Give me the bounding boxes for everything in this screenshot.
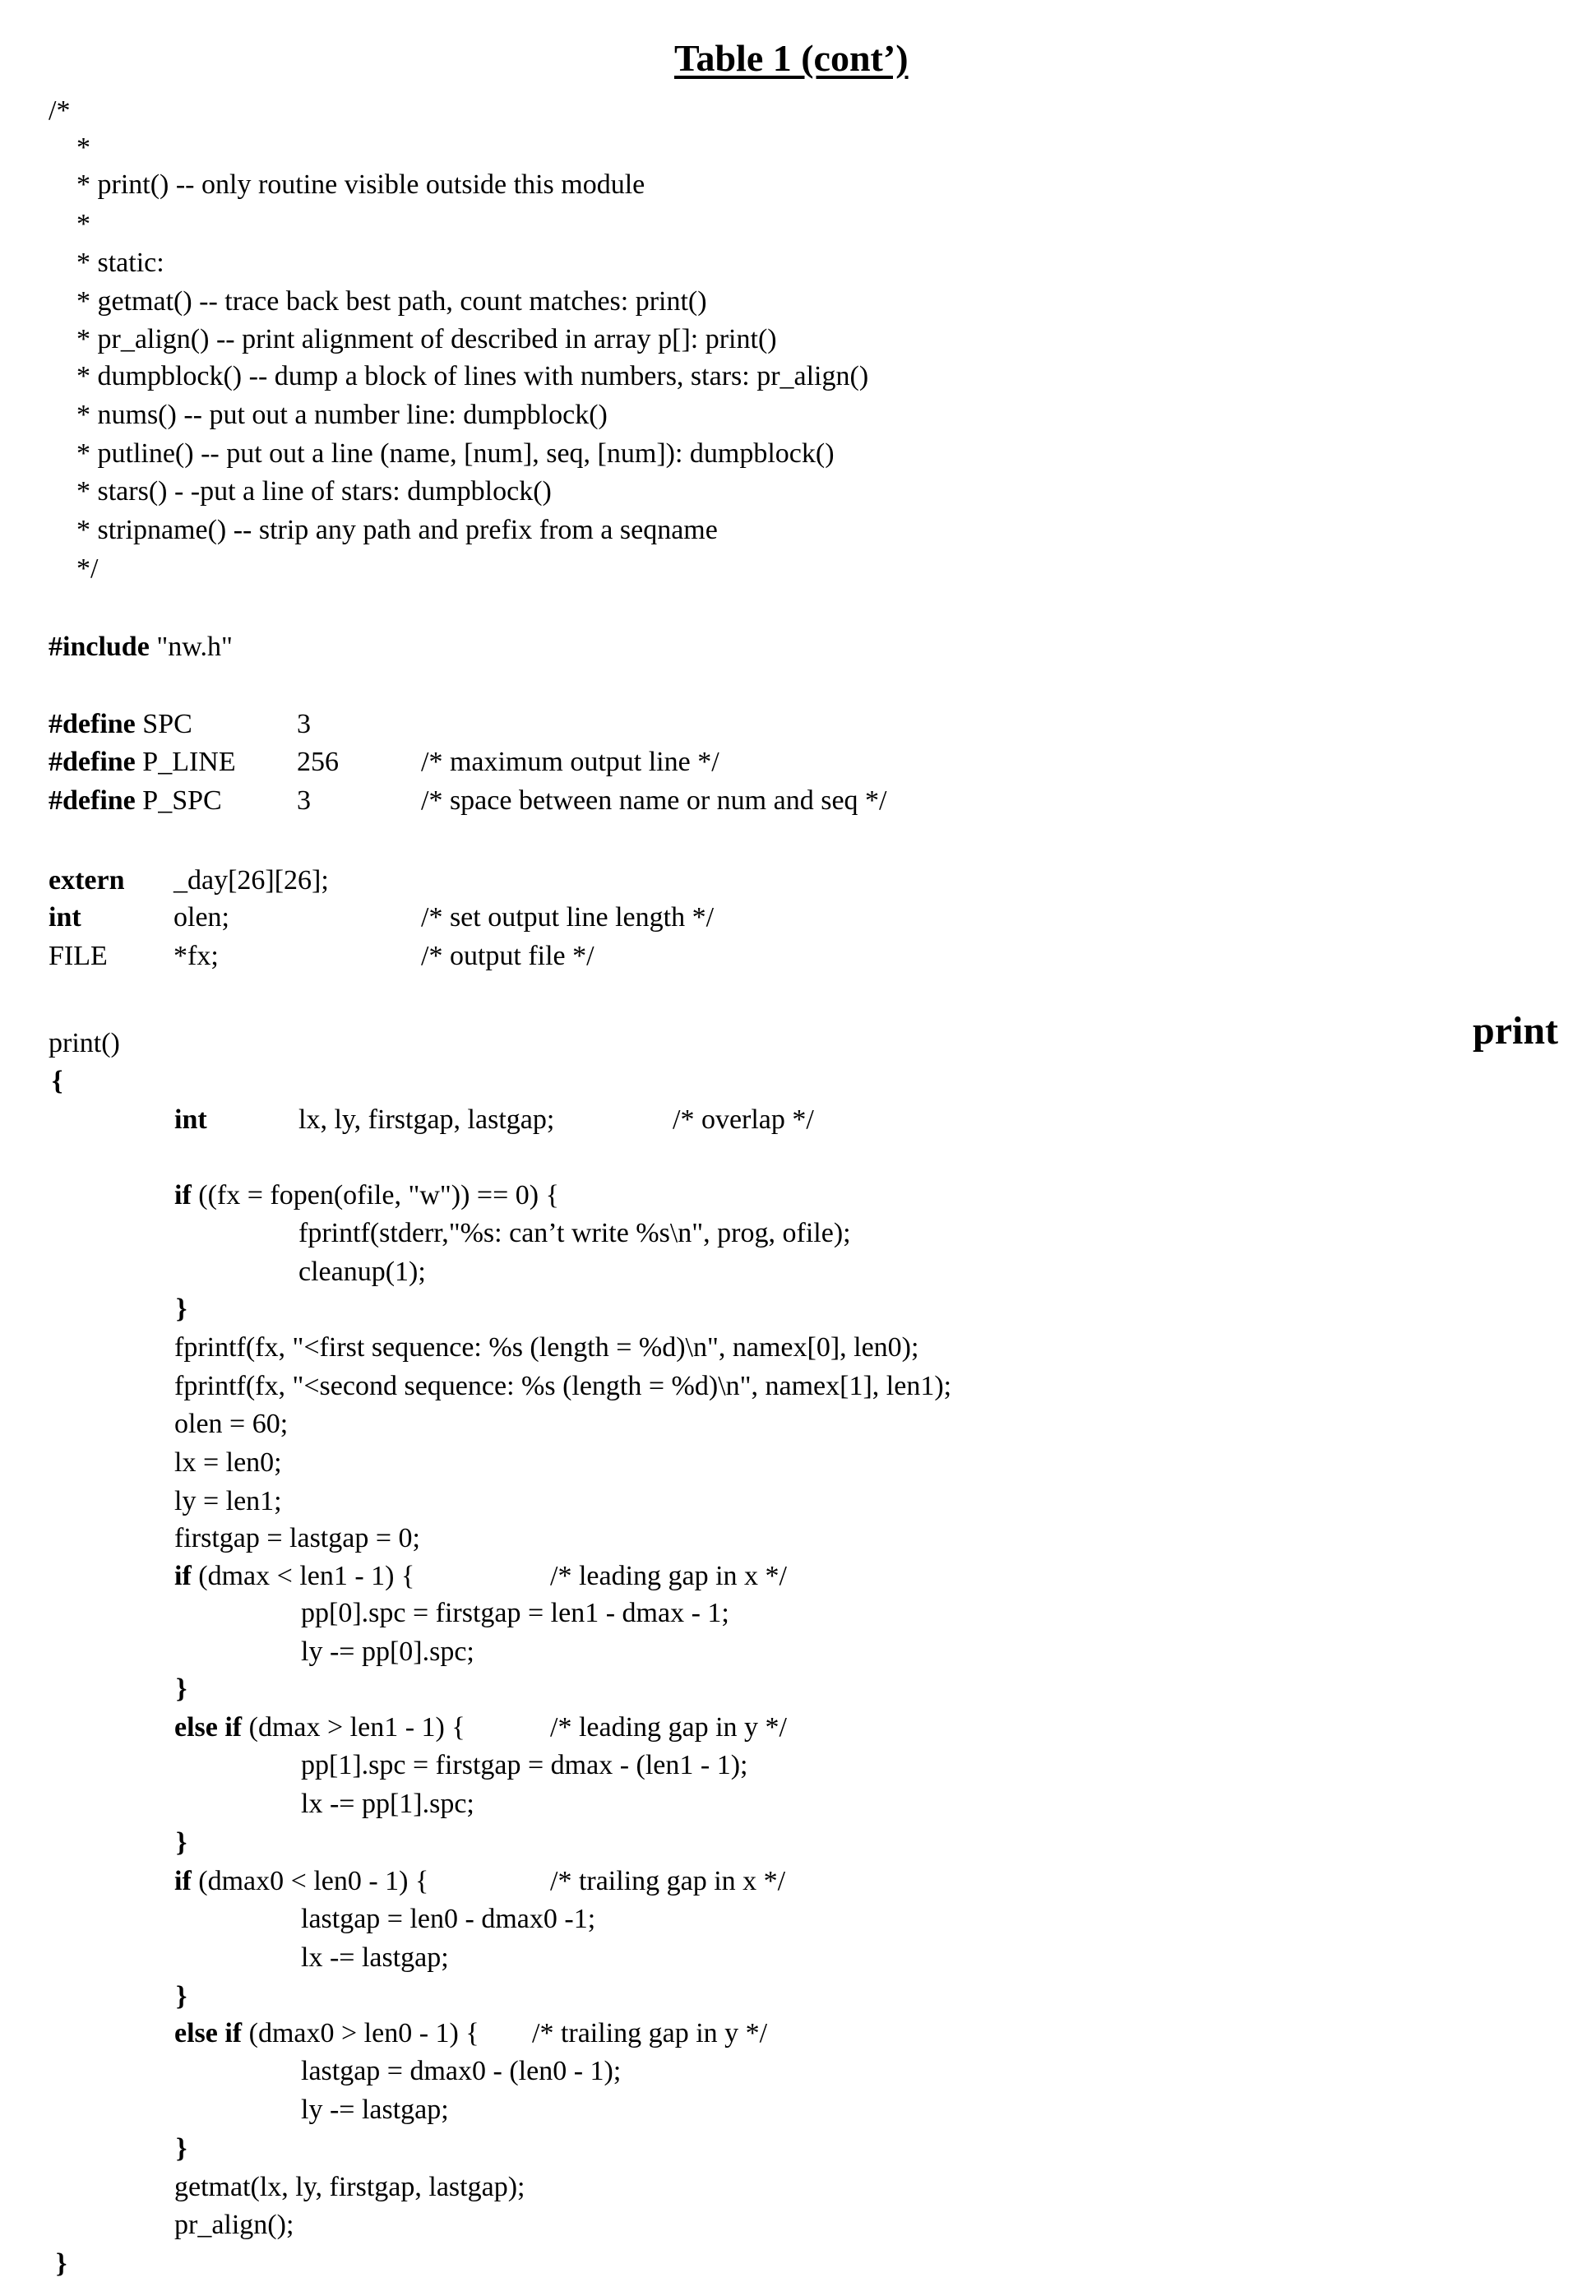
- code-text: (dmax < len1 - 1) {: [198, 1561, 414, 1591]
- code-column: [174, 1710, 465, 1745]
- code-text: P_LINE: [142, 747, 235, 777]
- code-keyword: }: [56, 2248, 67, 2279]
- code-text: SPC: [142, 709, 192, 739]
- code-keyword: int: [49, 902, 81, 933]
- code-keyword: }: [176, 1981, 187, 2011]
- code-column: [176, 1826, 187, 1860]
- code-text: (dmax0 < len0 - 1) {: [198, 1866, 428, 1896]
- code-column: [173, 900, 229, 935]
- code-column: [174, 1369, 951, 1404]
- code-text: getmat(lx, ly, firstgap, lastgap);: [174, 2172, 525, 2202]
- code-text: lastgap = len0 - dmax0 -1;: [301, 1904, 595, 1934]
- code-text: ((fx = fopen(ofile, "w")) == 0) {: [198, 1180, 559, 1210]
- code-column: [176, 2132, 187, 2166]
- code-column: [76, 207, 90, 242]
- code-column: [76, 359, 868, 394]
- code-text: fprintf(fx, "<first sequence: %s (length = %d)\n", namex[0], len0);: [174, 1332, 918, 1363]
- code-column: [76, 474, 552, 509]
- code-column: [76, 322, 777, 357]
- code-column: [174, 1864, 428, 1899]
- code-keyword: int: [174, 1104, 207, 1135]
- code-column: [76, 131, 90, 165]
- code-text: /* leading gap in x */: [550, 1561, 787, 1591]
- code-keyword: else if: [174, 2018, 242, 2048]
- code-text: lx -= lastgap;: [301, 1942, 449, 1973]
- code-column: [49, 630, 233, 664]
- code-text: */: [76, 553, 98, 584]
- code-column: [301, 1635, 474, 1669]
- code-keyword: #define: [49, 709, 136, 739]
- code-column: [173, 939, 219, 974]
- code-text: lastgap = dmax0 - (len0 - 1);: [301, 2056, 621, 2086]
- code-column: [49, 863, 125, 898]
- code-column: [421, 900, 714, 935]
- code-column: [49, 1026, 120, 1061]
- code-column: [49, 900, 81, 935]
- code-text: /* overlap */: [673, 1104, 814, 1135]
- code-column: [301, 1596, 729, 1631]
- code-column: [301, 1941, 449, 1975]
- code-column: [298, 1216, 851, 1251]
- code-column: [298, 1255, 426, 1289]
- code-keyword: else if: [174, 1712, 242, 1743]
- code-text: olen = 60;: [174, 1409, 288, 1439]
- code-text: *: [76, 132, 90, 163]
- code-column: [297, 707, 311, 742]
- code-keyword: if: [174, 1866, 192, 1896]
- code-column: [421, 745, 719, 780]
- code-column: [49, 94, 70, 128]
- code-text: lx = len0;: [174, 1447, 282, 1478]
- code-column: [174, 1103, 207, 1137]
- code-text: * getmat() -- trace back best path, count matches: print(): [76, 286, 707, 317]
- code-text: *: [76, 209, 90, 239]
- code-column: [174, 1407, 288, 1442]
- code-text: * dumpblock() -- dump a block of lines with numbers, stars: pr_align(): [76, 361, 868, 391]
- code-text: (dmax > len1 - 1) {: [249, 1712, 465, 1743]
- code-column: [174, 2208, 294, 2243]
- code-text: /* trailing gap in x */: [550, 1866, 785, 1896]
- code-text: firstgap = lastgap = 0;: [174, 1523, 420, 1553]
- code-column: [298, 1103, 554, 1137]
- code-keyword: extern: [49, 865, 125, 896]
- code-text: lx, ly, firstgap, lastgap;: [298, 1104, 554, 1135]
- code-text: pp[0].spc = firstgap = len1 - dmax - 1;: [301, 1598, 729, 1628]
- code-text: /* trailing gap in y */: [532, 2018, 767, 2048]
- code-column: [174, 1484, 282, 1519]
- code-keyword: }: [176, 1294, 187, 1324]
- code-column: [174, 1178, 559, 1213]
- code-text: pp[1].spc = firstgap = dmax - (len1 - 1);: [301, 1750, 748, 1780]
- code-column: [52, 1064, 62, 1099]
- code-text: * putline() -- put out a line (name, [num], seq, [num]): dumpblock(): [76, 438, 835, 469]
- code-column: [49, 784, 222, 818]
- code-keyword: #define: [49, 785, 136, 816]
- code-column: [174, 1521, 420, 1556]
- code-column: [76, 285, 707, 319]
- code-text: olen;: [173, 902, 229, 933]
- code-text: /* output file */: [421, 941, 594, 971]
- code-column: [76, 552, 98, 586]
- code-column: [550, 1864, 785, 1899]
- code-column: [176, 1672, 187, 1706]
- page-title: Table 1 (cont’): [674, 36, 909, 80]
- code-column: [76, 398, 608, 433]
- code-column: [76, 246, 164, 280]
- code-text: * nums() -- put out a number line: dumpblock(): [76, 400, 608, 430]
- code-text: fprintf(stderr,"%s: can’t write %s\n", prog, ofile);: [298, 1218, 851, 1248]
- code-text: ly = len1;: [174, 1486, 282, 1516]
- code-column: [174, 2170, 525, 2205]
- code-keyword: #include: [49, 632, 150, 662]
- code-column: [173, 863, 329, 898]
- margin-label: print: [1473, 1008, 1558, 1053]
- code-text: (dmax0 > len0 - 1) {: [249, 2018, 479, 2048]
- code-column: [673, 1103, 814, 1137]
- code-text: 256: [297, 747, 339, 777]
- code-text: /* maximum output line */: [421, 747, 719, 777]
- code-text: /* set output line length */: [421, 902, 714, 933]
- code-keyword: #define: [49, 747, 136, 777]
- code-column: [532, 2016, 767, 2051]
- code-text: /* leading gap in y */: [550, 1712, 787, 1743]
- code-text: P_SPC: [142, 785, 221, 816]
- code-keyword: }: [176, 1827, 187, 1858]
- code-column: [56, 2247, 67, 2281]
- code-text: fprintf(fx, "<second sequence: %s (length = %d)\n", namex[1], len1);: [174, 1371, 951, 1401]
- code-text: * static:: [76, 248, 164, 278]
- code-column: [76, 513, 718, 548]
- code-text: 3: [297, 785, 311, 816]
- code-keyword: {: [52, 1066, 62, 1096]
- code-column: [49, 707, 192, 742]
- code-text: * stripname() -- strip any path and prefix from a seqname: [76, 515, 718, 545]
- code-text: * print() -- only routine visible outside this module: [76, 169, 645, 200]
- code-column: [49, 939, 108, 974]
- code-column: [301, 1787, 474, 1822]
- code-text: cleanup(1);: [298, 1257, 426, 1287]
- code-keyword: if: [174, 1180, 192, 1210]
- code-text: *fx;: [173, 941, 219, 971]
- code-column: [76, 437, 835, 471]
- code-column: [301, 2054, 621, 2089]
- code-column: [297, 784, 311, 818]
- code-column: [176, 1979, 187, 2014]
- code-column: [301, 1748, 748, 1783]
- code-text: * pr_align() -- print alignment of described in array p[]: print(): [76, 324, 777, 354]
- code-column: [174, 1446, 282, 1480]
- code-text: pr_align();: [174, 2210, 294, 2240]
- code-text: ly -= pp[0].spc;: [301, 1636, 474, 1667]
- code-text: 3: [297, 709, 311, 739]
- code-keyword: if: [174, 1561, 192, 1591]
- code-column: [174, 1559, 414, 1594]
- code-column: [176, 1292, 187, 1326]
- code-text: _day[26][26];: [173, 865, 329, 896]
- code-column: [297, 745, 339, 780]
- code-keyword: }: [176, 1673, 187, 1704]
- code-column: [76, 168, 645, 202]
- code-column: [421, 939, 594, 974]
- code-text: /*: [49, 95, 70, 126]
- code-text: print(): [49, 1028, 120, 1058]
- code-column: [301, 2093, 449, 2127]
- code-column: [550, 1559, 787, 1594]
- code-text: ly -= lastgap;: [301, 2095, 449, 2125]
- code-column: [421, 784, 886, 818]
- code-column: [174, 2016, 479, 2051]
- code-text: lx -= pp[1].spc;: [301, 1789, 474, 1819]
- code-text: "nw.h": [156, 632, 233, 662]
- code-keyword: }: [176, 2133, 187, 2164]
- code-text: FILE: [49, 941, 108, 971]
- code-text: * stars() - -put a line of stars: dumpblock(): [76, 476, 552, 507]
- code-text: /* space between name or num and seq */: [421, 785, 886, 816]
- code-column: [49, 745, 236, 780]
- code-column: [301, 1902, 595, 1937]
- code-column: [550, 1710, 787, 1745]
- code-column: [174, 1331, 918, 1365]
